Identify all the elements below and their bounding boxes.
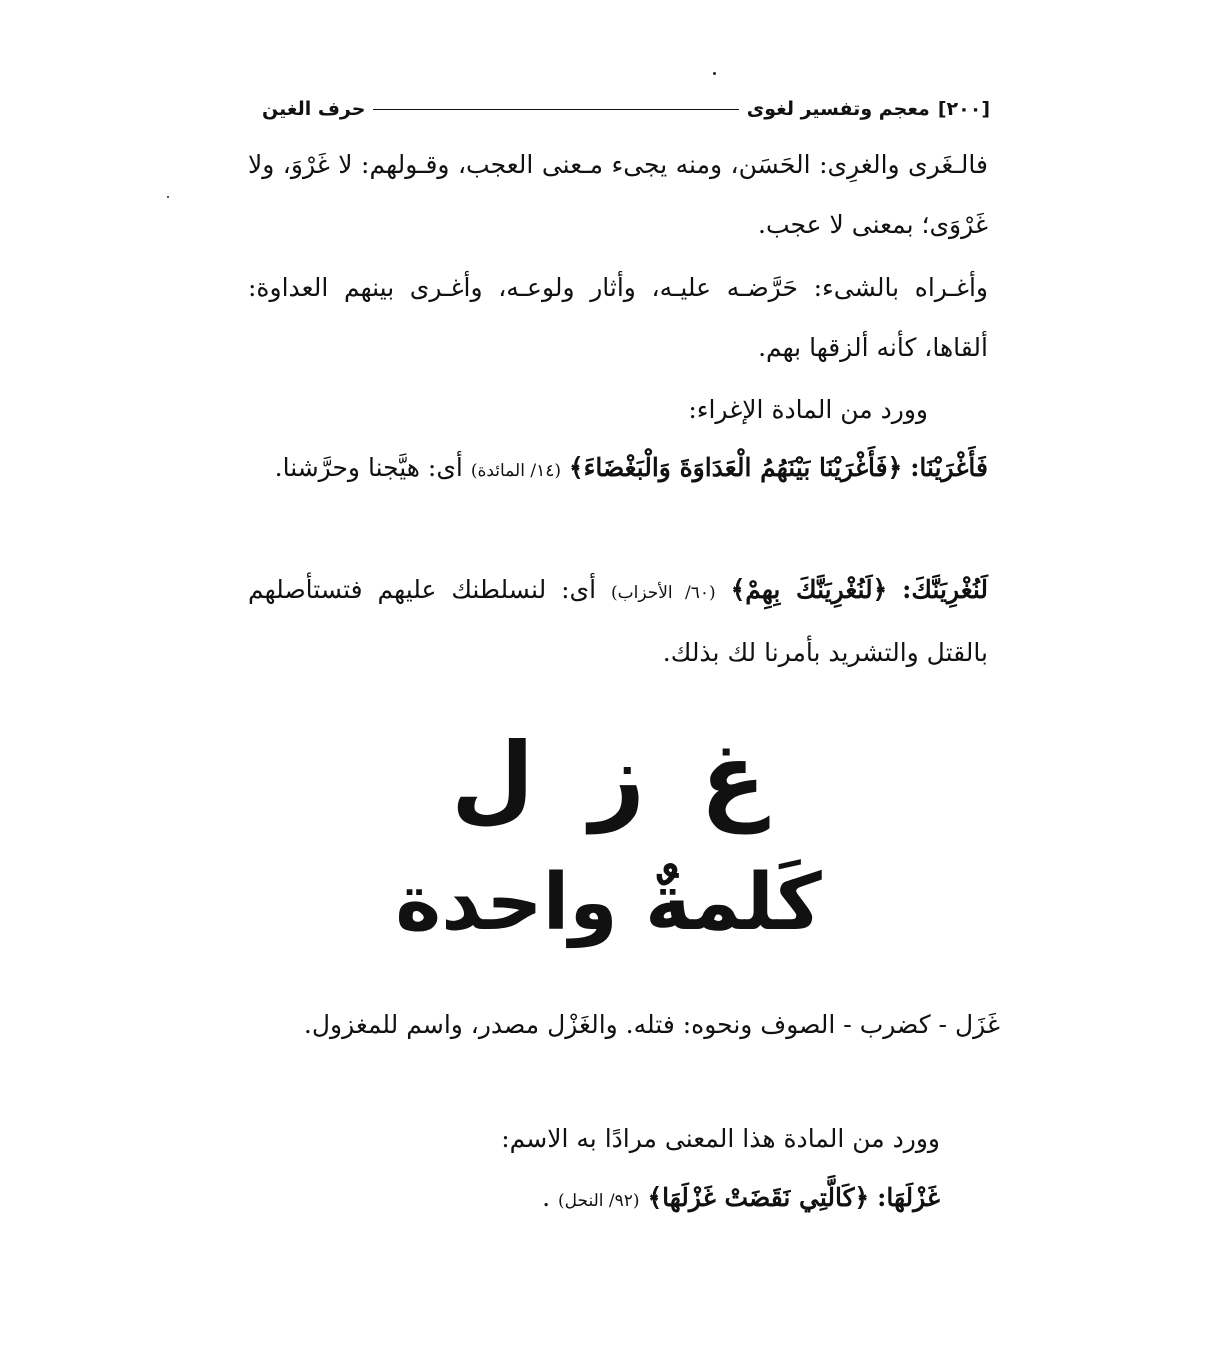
scan-speck (713, 72, 716, 75)
quran-verse: ﴿فَأَغْرَيْنَا بَيْنَهُمُ الْعَدَاوَةَ وَالْبَغْضَاءَ﴾ (568, 453, 903, 482)
entry-lanughriyannaka (248, 560, 988, 683)
paragraph-text: وأغـراه بالشىء: حَرَّضـه عليـه، وأثار ولوعـه، وأغـرى بينهم العداوة: ألقاها، كأنه ألزقها بهم. (248, 273, 988, 362)
entry-ghazlaha (300, 1170, 940, 1229)
verse-reference: (١٤/ المائدة) (470, 461, 561, 481)
entry-faaghrayna (248, 438, 988, 501)
paragraph-text: فالـغَرى والغرِى: الحَسَن، ومنه يجىء مـعنى العجب، وقـولهم: لا غَرْوَ، ولا غَرْوَى؛ بمعنى لا عجب. (248, 150, 988, 239)
entry-gloss: أى: لنسلطنك عليهم فتستأصلهم بالقتل والتشريد بأمرنا لك بذلك. (248, 575, 988, 667)
book-title: معجم وتفسير لغوى (746, 98, 930, 120)
paragraph-ghazal (260, 995, 1000, 1055)
root-heading: غ ز ل (451, 722, 766, 834)
paragraph-aghrahu (248, 258, 988, 378)
running-header (262, 92, 990, 126)
paragraph-text: وورد من المادة هذا المعنى مرادًا به الاسم: (501, 1124, 940, 1153)
section-title: حرف الغين (262, 98, 366, 120)
entry-keyword: فَأَغْرَيْنَا: (910, 453, 988, 482)
paragraph-warada-2 (300, 1116, 940, 1162)
paragraph-ghara (248, 135, 988, 255)
paragraph-warada (248, 380, 928, 440)
entry-keyword: غَزْلَهَا: (877, 1183, 940, 1212)
entry-keyword: لَنُغْرِيَنَّكَ: (902, 575, 988, 604)
paragraph-text: وورد من المادة الإغراء: (688, 395, 928, 424)
quran-verse: ﴿لَنُغْرِيَنَّكَ بِهِمْ﴾ (730, 575, 888, 604)
page-number: [٢٠٠] (937, 98, 990, 120)
paragraph-text: غَزَل - كضرب - الصوف ونحوه: فتله. والغَزْل مصدر، واسم للمغزول. (303, 1010, 1000, 1039)
quran-verse: ﴿كَالَّتِي نَقَضَتْ غَزْلَهَا﴾ (647, 1183, 870, 1212)
scan-speck (167, 196, 169, 198)
entry-end: . (542, 1183, 551, 1212)
entry-gloss: أى: هيَّجنا وحرَّشنا. (274, 453, 463, 482)
verse-reference: (٩٢/ النحل) (557, 1191, 640, 1211)
header-rule (373, 109, 738, 110)
root-subtitle: كَلمةٌ واحدة (395, 858, 822, 948)
verse-reference: (٦٠/ الأحزاب) (610, 583, 716, 603)
